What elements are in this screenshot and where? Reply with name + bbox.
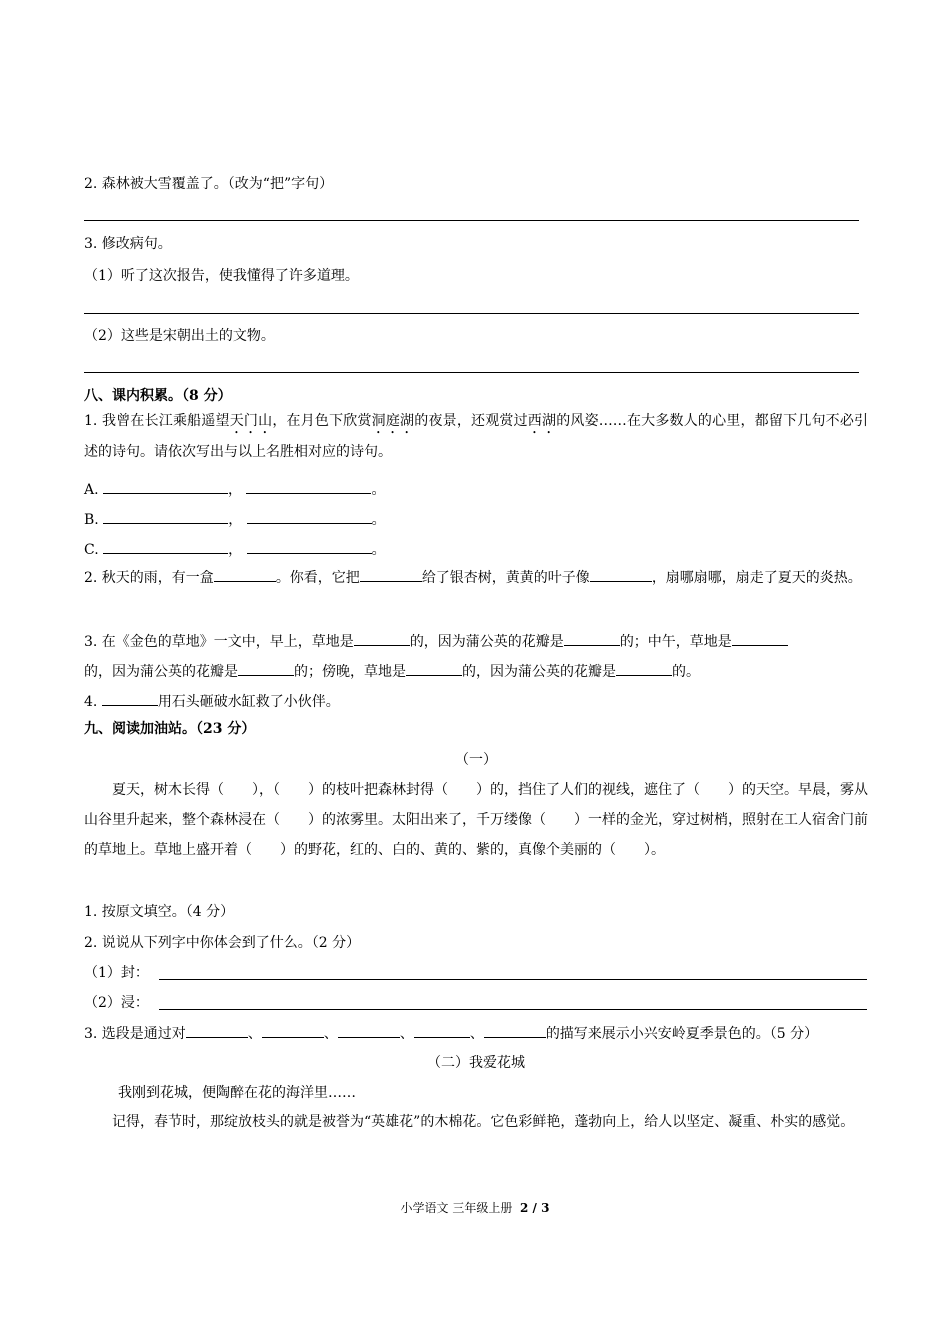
blank[interactable] — [262, 1022, 324, 1038]
passage-2-line-1: 我刚到花城，便陶醉在花的海洋里…… — [118, 1085, 356, 1101]
blank[interactable] — [616, 660, 672, 676]
page-footer: 小学语文 三年级上册 2 / 3 — [400, 1201, 550, 1215]
blank[interactable] — [564, 630, 620, 646]
question-9-1: 1. 按原文填空。（4 分） — [84, 904, 235, 920]
part-1-heading: （一） — [455, 752, 497, 768]
blank[interactable] — [360, 566, 422, 582]
question-9-2-1: （1）封： — [84, 965, 149, 981]
blank[interactable] — [102, 690, 158, 706]
answer-line[interactable] — [159, 1009, 867, 1010]
emphasis-dongtinghu: 洞庭湖 — [371, 413, 415, 429]
page-number: 2 / 3 — [520, 1201, 550, 1215]
question-7-3-1: （1）听了这次报告，使我懂得了许多道理。 — [84, 268, 359, 284]
blank[interactable] — [103, 508, 228, 524]
answer-line[interactable] — [84, 220, 859, 221]
question-8-2: 2. 秋天的雨，有一盒 。你看，它把 给了银杏树，黄黄的叶子像 ，扇哪扇哪，扇走了夏天的炎热。 — [84, 563, 868, 593]
blank[interactable] — [414, 1022, 470, 1038]
blank[interactable] — [484, 1022, 546, 1038]
question-8-4: 4. 用石头砸破水缸救了小伙伴。 — [84, 690, 340, 712]
question-9-2-2: （2）浸： — [84, 995, 149, 1011]
section-8-title: 八、课内积累。（8 分） — [84, 388, 232, 404]
blank[interactable] — [238, 660, 294, 676]
answer-line[interactable] — [159, 979, 867, 980]
reading-passage-1: 夏天，树木长得（ ），（ ）的枝叶把森林封得（ ）的，挡住了人们的视线，遮住了（ ）的天空。早晨，雾从山谷里升起来，整个森林浸在（ ）的浓雾里。太阳出来了，千万缕像（ ）一样的金光，穿过树梢，照射在工人宿舍门前的草地上。草地上盛开着（ ）的野花，红的、白的、黄的、紫的，真像个美丽的（ ）。 — [84, 782, 868, 858]
answer-line[interactable] — [84, 313, 859, 314]
emphasis-xihu: 西湖 — [527, 413, 557, 429]
option-a: A. ， 。 — [84, 478, 385, 500]
blank[interactable] — [732, 630, 788, 646]
question-7-3: 3. 修改病句。 — [84, 236, 172, 252]
blank[interactable] — [247, 538, 372, 554]
blank[interactable] — [214, 566, 276, 582]
question-9-3: 3. 选段是通过对 、 、 、 、 的描写来展示小兴安岭夏季景色的。（5 分） — [84, 1022, 818, 1044]
blank[interactable] — [590, 566, 652, 582]
question-8-3: 3. 在《金色的草地》一文中，早上，草地是 的，因为蒲公英的花瓣是 的；中午，草地是 的，因为蒲公英的花瓣是 的；傍晚，草地是 的，因为蒲公英的花瓣是 的。 — [84, 627, 868, 687]
part-2-heading: （二）我爱花城 — [427, 1055, 525, 1071]
option-b: B. ， 。 — [84, 508, 386, 530]
blank[interactable] — [103, 478, 228, 494]
option-c: C. ， 。 — [84, 538, 386, 560]
answer-line[interactable] — [84, 372, 859, 373]
question-9-2: 2. 说说从下列字中你体会到了什么。（2 分） — [84, 935, 361, 951]
blank[interactable] — [247, 508, 372, 524]
blank[interactable] — [103, 538, 228, 554]
section-9-title: 九、阅读加油站。（23 分） — [84, 721, 256, 737]
passage-2-paragraph: 记得，春节时，那绽放枝头的就是被誉为“英雄花”的木棉花。它色彩鲜艳，蓬勃向上，给人以坚定、凝重、朴实的感觉。 — [112, 1114, 855, 1130]
question-7-2: 2. 森林被大雪覆盖了。（改为“把”字句） — [84, 176, 334, 192]
blank[interactable] — [246, 478, 371, 494]
blank[interactable] — [338, 1022, 400, 1038]
question-8-1: 1. 我曾在长江乘船遥望天门山，在月色下欣赏洞庭湖的夜景，还观赏过西湖的风姿……在大多数人的心里，都留下几句不必引述的诗句。请依次写出与以上名胜相对应的诗句。 — [84, 413, 869, 460]
blank[interactable] — [406, 660, 462, 676]
blank[interactable] — [354, 630, 410, 646]
blank[interactable] — [186, 1022, 248, 1038]
question-7-3-2: （2）这些是宋朝出土的文物。 — [84, 328, 275, 344]
emphasis-tianmenshan: 天门山 — [229, 413, 273, 429]
